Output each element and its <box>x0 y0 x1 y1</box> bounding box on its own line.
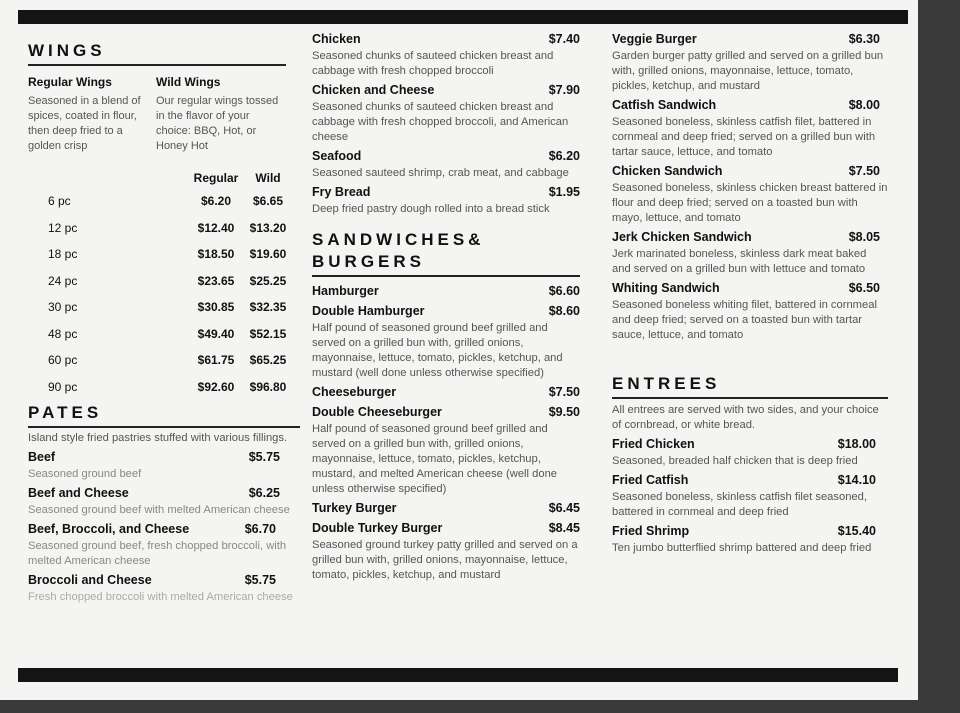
menu-item <box>612 31 888 48</box>
qty: 30 pc <box>48 300 78 315</box>
column-right <box>612 28 888 559</box>
table-row <box>28 321 300 348</box>
menu-item <box>312 82 580 99</box>
qty: 24 pc <box>48 273 78 288</box>
item-price: $15.40 <box>837 524 876 538</box>
item-price: $8.00 <box>848 98 880 112</box>
item-desc: Seasoned ground beef, fresh chopped broccoli, with melted American cheese <box>28 540 287 567</box>
regular-price: $23.65 <box>197 273 235 288</box>
item-price: $1.95 <box>548 185 580 199</box>
table-row <box>28 215 300 242</box>
item-price: $6.60 <box>548 284 580 298</box>
table-row <box>28 268 300 295</box>
item-desc: Seasoned boneless whiting filet, battered in cornmeal and deep fried; served on a toasted bun with tartar sauce, lettuce, and tomato <box>612 299 877 341</box>
item-desc: Half pound of seasoned ground beef grilled and served on a grilled bun with, grilled onions, mayonnaise, lettuce, tomato, pickles, ketchup, mustard, and melted American cheese (well done unless otherwise specified) <box>312 423 558 495</box>
wing-type-desc: Our regular wings tossed in the flavor of your choice: BBQ, Hot, or Honey Hot <box>156 95 279 152</box>
item-desc: Seasoned boneless, skinless chicken breast battered in flour and deep fried; served on a toasted bun with mayo, lettuce, and tomato <box>612 182 888 224</box>
regular-price: $18.50 <box>197 247 235 262</box>
wild-price: $13.20 <box>249 220 287 235</box>
table-row <box>28 294 300 321</box>
wing-type-regular <box>28 74 156 154</box>
item-name: Chicken Sandwich <box>612 164 723 178</box>
pates-intro: Island style fried pastries stuffed with various fillings. <box>28 432 288 444</box>
item-name: Seafood <box>312 149 362 163</box>
item-desc: Seasoned, breaded half chicken that is deep fried <box>612 455 858 467</box>
regular-price: $30.85 <box>197 300 235 315</box>
menu-item <box>312 303 580 320</box>
wild-price: $19.60 <box>249 247 287 262</box>
item-price: $6.50 <box>848 281 880 295</box>
menu-item <box>312 31 580 48</box>
menu-item <box>28 521 300 538</box>
item-name: Beef <box>28 450 56 464</box>
qty: 60 pc <box>48 353 78 368</box>
item-name: Fry Bread <box>312 185 371 199</box>
item-desc: Fresh chopped broccoli with melted American cheese <box>28 591 293 603</box>
item-desc: Seasoned chunks of sauteed chicken breast and cabbage with fresh chopped broccoli, and American cheese <box>312 101 569 143</box>
wild-price: $96.80 <box>249 379 287 394</box>
section-title-entrees: ENTREES <box>612 374 721 393</box>
menu-item <box>28 572 300 589</box>
qty: 6 pc <box>48 194 71 209</box>
item-desc: Seasoned ground turkey patty grilled and served on a grilled bun with, grilled onions, mayonnaise, lettuce, tomato, pickles, ketchup, and mustard <box>312 539 578 581</box>
item-name: Double Hamburger <box>312 304 425 318</box>
item-name: Beef, Broccoli, and Cheese <box>28 522 190 536</box>
regular-price: $92.60 <box>197 379 235 394</box>
wing-type-desc: Seasoned in a blend of spices, coated in flour, then deep fried to a golden crisp <box>28 95 141 152</box>
item-price: $7.90 <box>548 83 580 97</box>
item-price: $5.75 <box>248 450 280 464</box>
qty: 12 pc <box>48 220 78 235</box>
item-price: $6.30 <box>848 32 880 46</box>
menu-item <box>28 485 300 502</box>
entrees-intro: All entrees are served with two sides, and your choice of cornbread, or white bread. <box>612 404 879 431</box>
section-rule <box>312 275 580 277</box>
item-desc: Seasoned ground beef with melted American cheese <box>28 504 290 516</box>
item-price: $6.25 <box>248 486 280 500</box>
item-price: $6.70 <box>244 522 276 536</box>
section-rule <box>612 397 888 399</box>
item-name: Veggie Burger <box>612 32 697 46</box>
item-price: $18.00 <box>837 437 876 451</box>
qty: 18 pc <box>48 247 78 262</box>
item-price: $7.50 <box>548 385 580 399</box>
item-desc: Seasoned ground beef <box>28 468 142 480</box>
menu-item <box>612 280 888 297</box>
item-name: Chicken and Cheese <box>312 83 435 97</box>
menu-item <box>612 97 888 114</box>
regular-price: $49.40 <box>197 326 235 341</box>
item-name: Broccoli and Cheese <box>28 573 152 587</box>
regular-price: $6.20 <box>200 194 232 209</box>
wing-types <box>28 74 300 154</box>
item-price: $5.75 <box>244 573 276 587</box>
table-row <box>28 374 300 401</box>
wild-price: $32.35 <box>249 300 287 315</box>
item-name: Fried Shrimp <box>612 524 690 538</box>
section-rule <box>28 426 300 428</box>
item-price: $8.05 <box>848 230 880 244</box>
item-price: $8.60 <box>548 304 580 318</box>
item-desc: Seasoned boneless, skinless catfish filet seasoned, battered in cornmeal and deep fried <box>612 491 867 518</box>
menu-item <box>612 163 888 180</box>
item-price: $7.50 <box>848 164 880 178</box>
section-title-sandwiches: SANDWICHES& <box>312 230 485 249</box>
header-regular: Regular <box>193 171 239 185</box>
qty: 90 pc <box>48 379 78 394</box>
regular-price: $61.75 <box>197 353 235 368</box>
item-price: $6.45 <box>548 501 580 515</box>
item-name: Fried Catfish <box>612 473 689 487</box>
item-price: $14.10 <box>837 473 876 487</box>
item-name: Fried Chicken <box>612 437 695 451</box>
top-border-bar <box>18 10 908 24</box>
wings-table-header <box>28 168 300 188</box>
item-price: $7.40 <box>548 32 580 46</box>
wings-price-table <box>28 168 300 400</box>
wild-price: $65.25 <box>249 353 287 368</box>
item-desc: Seasoned chunks of sauteed chicken breast and cabbage with fresh chopped broccoli <box>312 50 554 77</box>
table-row <box>28 347 300 374</box>
item-name: Cheeseburger <box>312 385 397 399</box>
item-name: Jerk Chicken Sandwich <box>612 230 752 244</box>
qty: 48 pc <box>48 326 78 341</box>
item-name: Catfish Sandwich <box>612 98 717 112</box>
regular-price: $12.40 <box>197 220 235 235</box>
item-desc: Seasoned boneless, skinless catfish filet, battered in cornmeal and deep fried; served on a grilled bun with tartar sauce, lettuce, and tomato <box>612 116 876 158</box>
header-wild: Wild <box>255 171 281 185</box>
wild-price: $25.25 <box>249 273 287 288</box>
table-row <box>28 241 300 268</box>
item-desc: Deep fried pastry dough rolled into a bread stick <box>312 203 550 215</box>
menu-item <box>312 384 580 401</box>
menu-item <box>612 523 888 540</box>
item-desc: Seasoned sauteed shrimp, crab meat, and cabbage <box>312 167 569 179</box>
item-name: Double Turkey Burger <box>312 521 443 535</box>
wild-price: $6.65 <box>252 194 284 209</box>
menu-item <box>312 404 580 421</box>
item-name: Double Cheeseburger <box>312 405 442 419</box>
item-name: Whiting Sandwich <box>612 281 720 295</box>
wing-type-wild <box>156 74 284 154</box>
menu-item <box>612 436 888 453</box>
section-rule <box>28 64 286 66</box>
menu-item <box>612 229 888 246</box>
menu-item <box>312 520 580 537</box>
item-price: $9.50 <box>548 405 580 419</box>
table-row <box>28 188 300 215</box>
item-desc: Garden burger patty grilled and served on a grilled bun with, grilled onions, mayonnaise, lettuce, tomato, pickles, ketchup, and mustard <box>612 50 884 92</box>
menu-item <box>312 283 580 300</box>
wing-type-name: Regular Wings <box>28 75 112 89</box>
section-title-wings: WINGS <box>28 41 106 60</box>
section-title-pates: PATES <box>28 403 103 422</box>
item-desc: Ten jumbo butterflied shrimp battered and deep fried <box>612 542 872 554</box>
wing-type-name: Wild Wings <box>156 75 221 89</box>
item-desc: Jerk marinated boneless, skinless dark meat baked and served on a grilled bun with lettuce and tomato <box>612 248 867 275</box>
item-price: $6.20 <box>548 149 580 163</box>
item-name: Hamburger <box>312 284 379 298</box>
column-middle <box>312 28 580 586</box>
menu-item <box>28 449 300 466</box>
item-name: Chicken <box>312 32 361 46</box>
item-desc: Half pound of seasoned ground beef grilled and served on a grilled bun with, grilled onions, mayonnaise, lettuce, tomato, pickles, ketchup, and mustard (well done unless otherwise specified) <box>312 322 563 379</box>
item-price: $8.45 <box>548 521 580 535</box>
item-name: Turkey Burger <box>312 501 397 515</box>
bottom-border-bar <box>18 668 898 682</box>
menu-item <box>312 184 580 201</box>
wild-price: $52.15 <box>249 326 287 341</box>
menu-item <box>312 148 580 165</box>
menu-item <box>612 472 888 489</box>
section-title-burgers: BURGERS <box>312 252 426 271</box>
item-name: Beef and Cheese <box>28 486 129 500</box>
menu-item <box>312 500 580 517</box>
column-left <box>28 28 300 608</box>
